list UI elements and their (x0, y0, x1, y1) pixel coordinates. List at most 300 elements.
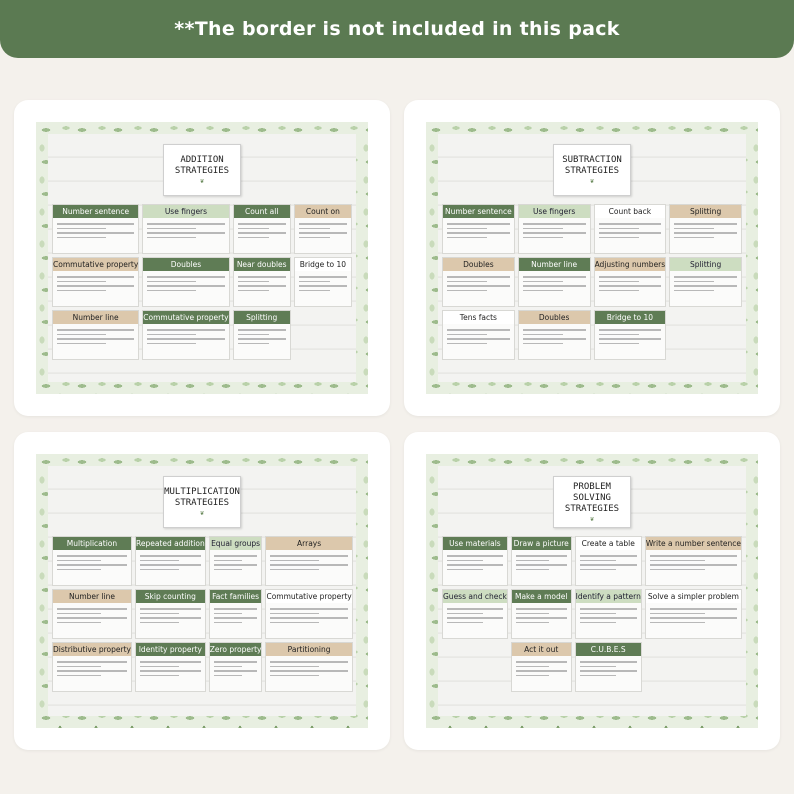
text-line-placeholder (447, 564, 503, 566)
text-line-placeholder (57, 334, 106, 336)
leaf-border (36, 122, 368, 394)
strategy-card-title: Number sentence (53, 205, 138, 218)
strategy-card-body (53, 324, 138, 359)
strategy-card (265, 536, 352, 586)
strategy-card (135, 589, 206, 639)
cards-grid (442, 536, 742, 692)
text-line-placeholder (270, 569, 319, 571)
text-line-placeholder (580, 560, 617, 562)
strategy-card (594, 257, 667, 307)
strategy-card-title: Bridge to 10 (595, 311, 666, 324)
text-line-placeholder (140, 569, 179, 571)
strategy-card-title: Number sentence (444, 207, 512, 216)
text-line-placeholder (140, 622, 179, 624)
text-line-placeholder (238, 343, 269, 345)
strategy-card-title: Use materials (443, 537, 507, 550)
strategy-card-title: Solve a simpler problem (646, 590, 741, 603)
strategy-card-body (136, 603, 205, 638)
text-line-placeholder (516, 666, 549, 668)
strategy-card-body (670, 271, 741, 306)
strategy-card-title: Identity property (136, 643, 205, 656)
text-line-placeholder (147, 338, 224, 340)
text-line-placeholder (674, 237, 714, 239)
text-line-placeholder (447, 569, 483, 571)
text-line-placeholder (599, 285, 662, 287)
text-line-placeholder (57, 666, 101, 668)
strategy-card-body (512, 603, 571, 638)
text-line-placeholder (140, 564, 201, 566)
text-line-placeholder (523, 281, 563, 283)
strategy-card-body (443, 324, 514, 359)
strategy-card (511, 589, 572, 639)
strategy-card (442, 257, 515, 307)
strategy-card-title: Number line (53, 311, 138, 324)
strategy-card (442, 536, 508, 586)
strategy-card (575, 589, 642, 639)
text-line-placeholder (650, 617, 737, 619)
text-line-placeholder (674, 276, 737, 278)
text-line-placeholder (57, 622, 101, 624)
text-line-placeholder (238, 334, 269, 336)
title-line-1: ADDITION (180, 155, 224, 165)
strategy-card (575, 536, 642, 586)
text-line-placeholder (447, 232, 510, 234)
leaf-icon: ❦ (589, 514, 595, 523)
title-line-2: STRATEGIES (564, 166, 620, 176)
text-line-placeholder (214, 670, 258, 672)
strategy-card-body (210, 550, 262, 585)
strategy-card (669, 257, 742, 307)
strategy-card-title: Tens facts (443, 311, 514, 324)
strategy-card-body (53, 603, 131, 638)
text-line-placeholder (650, 613, 705, 615)
text-line-placeholder (580, 569, 617, 571)
text-line-placeholder (57, 617, 127, 619)
text-line-placeholder (674, 228, 714, 230)
strategy-card-body (295, 218, 351, 253)
text-line-placeholder (516, 569, 549, 571)
text-line-placeholder (447, 613, 483, 615)
text-line-placeholder (523, 334, 563, 336)
strategy-card (135, 536, 206, 586)
text-line-placeholder (140, 617, 201, 619)
strategy-card (669, 204, 742, 254)
strategy-card (209, 589, 263, 639)
text-line-placeholder (57, 338, 134, 340)
strategy-card-title: Commutative property (143, 313, 229, 322)
text-line-placeholder (57, 329, 134, 331)
strategy-card-body (443, 603, 507, 638)
text-line-placeholder (299, 232, 347, 234)
text-line-placeholder (447, 276, 510, 278)
strategy-card-body (234, 324, 290, 359)
title-card (163, 144, 241, 196)
text-line-placeholder (238, 290, 269, 292)
text-line-placeholder (447, 608, 503, 610)
strategy-card (518, 310, 591, 360)
text-line-placeholder (580, 675, 617, 677)
text-line-placeholder (270, 608, 347, 610)
text-line-placeholder (214, 564, 258, 566)
strategy-card (645, 536, 742, 586)
text-line-placeholder (599, 281, 639, 283)
text-line-placeholder (299, 276, 347, 278)
strategy-card (52, 257, 139, 307)
strategy-card-title: Use fingers (519, 205, 590, 218)
text-line-placeholder (57, 670, 127, 672)
text-line-placeholder (650, 560, 705, 562)
text-line-placeholder (447, 560, 483, 562)
strategy-card-body (519, 218, 590, 253)
text-line-placeholder (140, 555, 201, 557)
text-line-placeholder (650, 555, 737, 557)
title-card (553, 476, 631, 528)
text-line-placeholder (599, 329, 662, 331)
text-line-placeholder (214, 661, 258, 663)
strategy-card-title: Commutative property (266, 592, 352, 601)
text-line-placeholder (650, 622, 705, 624)
text-line-placeholder (599, 290, 639, 292)
text-line-placeholder (674, 232, 737, 234)
text-line-placeholder (516, 555, 567, 557)
text-line-placeholder (140, 675, 179, 677)
text-line-placeholder (650, 564, 737, 566)
strategy-card-body (136, 656, 205, 691)
text-line-placeholder (270, 666, 319, 668)
text-line-placeholder (147, 232, 224, 234)
strategy-card (209, 642, 263, 692)
strategy-card-body (266, 603, 351, 638)
strategy-card-body (595, 324, 666, 359)
text-line-placeholder (147, 290, 196, 292)
strategy-card (52, 204, 139, 254)
strategy-card-title: Count all (234, 205, 290, 218)
strategy-card-title: Partitioning (266, 643, 351, 656)
strategy-card-title: Splitting (670, 258, 741, 271)
strategy-card-body (234, 271, 290, 306)
text-line-placeholder (57, 661, 127, 663)
text-line-placeholder (447, 237, 487, 239)
text-line-placeholder (516, 564, 567, 566)
text-line-placeholder (238, 223, 286, 225)
text-line-placeholder (270, 622, 319, 624)
text-line-placeholder (516, 617, 567, 619)
text-line-placeholder (57, 560, 101, 562)
strategy-card-body (234, 218, 290, 253)
strategy-card-title: Zero property (209, 645, 262, 654)
leaf-border (36, 454, 368, 728)
text-line-placeholder (147, 276, 224, 278)
strategy-card (52, 536, 132, 586)
strategy-card-title: Create a table (576, 537, 641, 550)
text-line-placeholder (270, 564, 347, 566)
multiplication-panel (14, 432, 390, 750)
leaf-border (426, 122, 758, 394)
text-line-placeholder (599, 334, 639, 336)
wood-background (438, 134, 746, 382)
text-line-placeholder (599, 237, 639, 239)
text-line-placeholder (270, 613, 319, 615)
text-line-placeholder (516, 608, 567, 610)
text-line-placeholder (599, 223, 662, 225)
strategy-card (511, 536, 572, 586)
text-line-placeholder (599, 276, 662, 278)
text-line-placeholder (214, 617, 258, 619)
text-line-placeholder (57, 613, 101, 615)
text-line-placeholder (57, 232, 134, 234)
strategy-card-title: Adjusting numbers (594, 260, 666, 269)
leaf-icon: ❦ (589, 177, 595, 185)
strategy-card-body (53, 656, 131, 691)
text-line-placeholder (57, 675, 101, 677)
strategy-card (233, 204, 291, 254)
strategy-card-title: Use fingers (143, 205, 228, 218)
text-line-placeholder (516, 613, 549, 615)
strategy-card-title: Arrays (266, 537, 351, 550)
strategy-card-body (646, 603, 741, 638)
strategy-card-body (595, 218, 666, 253)
text-line-placeholder (599, 228, 639, 230)
strategy-card (594, 310, 667, 360)
strategy-card (511, 642, 572, 692)
strategy-card-body (512, 656, 571, 691)
text-line-placeholder (580, 608, 637, 610)
text-line-placeholder (140, 661, 201, 663)
strategy-card-body (143, 324, 228, 359)
text-line-placeholder (299, 285, 347, 287)
text-line-placeholder (214, 608, 258, 610)
strategy-card (265, 642, 352, 692)
strategy-card-body (266, 656, 351, 691)
title-line-1: PROBLEM SOLVING (573, 481, 611, 503)
text-line-placeholder (447, 343, 487, 345)
text-line-placeholder (147, 237, 196, 239)
text-line-placeholder (580, 613, 617, 615)
strategy-card-title: Doubles (519, 311, 590, 324)
text-line-placeholder (57, 290, 106, 292)
text-line-placeholder (599, 343, 639, 345)
text-line-placeholder (214, 675, 243, 677)
text-line-placeholder (299, 237, 330, 239)
text-line-placeholder (57, 343, 106, 345)
text-line-placeholder (523, 276, 586, 278)
text-line-placeholder (238, 232, 286, 234)
text-line-placeholder (270, 670, 347, 672)
text-line-placeholder (447, 622, 483, 624)
text-line-placeholder (214, 613, 243, 615)
leaf-border (426, 454, 758, 728)
text-line-placeholder (147, 329, 224, 331)
text-line-placeholder (299, 281, 330, 283)
strategy-card-title: Repeated addition (135, 539, 205, 548)
problem-solving-panel (404, 432, 780, 750)
strategy-card (265, 589, 352, 639)
text-line-placeholder (214, 555, 258, 557)
text-line-placeholder (57, 285, 134, 287)
text-line-placeholder (270, 617, 347, 619)
text-line-placeholder (299, 228, 330, 230)
text-line-placeholder (523, 290, 563, 292)
text-line-placeholder (447, 329, 510, 331)
text-line-placeholder (523, 232, 586, 234)
cards-grid (52, 536, 352, 692)
strategy-card-body (576, 656, 641, 691)
text-line-placeholder (447, 555, 503, 557)
text-line-placeholder (523, 338, 586, 340)
strategy-card-body (646, 550, 741, 585)
text-line-placeholder (57, 608, 127, 610)
strategy-card-title: Distributive property (53, 645, 131, 654)
strategy-card-title: Fact families (210, 590, 262, 603)
strategy-card-body (576, 603, 641, 638)
text-line-placeholder (447, 223, 510, 225)
text-line-placeholder (674, 223, 737, 225)
strategy-card-title: Doubles (443, 258, 514, 271)
banner-text: **The border is not included in this pack (174, 18, 620, 40)
subtraction-panel (404, 100, 780, 416)
text-line-placeholder (57, 555, 127, 557)
text-line-placeholder (650, 569, 705, 571)
text-line-placeholder (57, 223, 134, 225)
strategy-card-title: Splitting (234, 311, 290, 324)
strategy-card-body (53, 271, 138, 306)
text-line-placeholder (516, 670, 567, 672)
title-line-2: STRATEGIES (174, 166, 230, 176)
text-line-placeholder (523, 228, 563, 230)
title-line-2: STRATEGIES (174, 498, 230, 508)
text-line-placeholder (599, 338, 662, 340)
text-line-placeholder (523, 223, 586, 225)
text-line-placeholder (674, 285, 737, 287)
text-line-placeholder (270, 555, 347, 557)
text-line-placeholder (238, 237, 269, 239)
text-line-placeholder (147, 285, 224, 287)
text-line-placeholder (447, 285, 510, 287)
strategy-card-title: Draw a picture (513, 539, 569, 548)
text-line-placeholder (238, 338, 286, 340)
title-card (163, 476, 241, 528)
text-line-placeholder (147, 343, 196, 345)
text-line-placeholder (580, 617, 637, 619)
text-line-placeholder (599, 232, 662, 234)
text-line-placeholder (299, 290, 330, 292)
strategy-card-title: Bridge to 10 (295, 258, 351, 271)
cards-grid (442, 204, 742, 360)
text-line-placeholder (270, 661, 347, 663)
text-line-placeholder (516, 560, 549, 562)
cards-grid (52, 204, 352, 360)
strategy-card-title: Commutative property (53, 260, 139, 269)
strategy-card-body (53, 550, 131, 585)
leaf-icon: ❦ (199, 177, 205, 185)
strategy-card (645, 589, 742, 639)
text-line-placeholder (57, 569, 101, 571)
strategy-card (594, 204, 667, 254)
wood-background (48, 134, 356, 382)
text-line-placeholder (447, 228, 487, 230)
text-line-placeholder (238, 276, 286, 278)
text-line-placeholder (523, 285, 586, 287)
text-line-placeholder (516, 675, 549, 677)
text-line-placeholder (140, 560, 179, 562)
text-line-placeholder (523, 237, 563, 239)
text-line-placeholder (238, 228, 269, 230)
text-line-placeholder (270, 560, 319, 562)
strategy-card (294, 204, 352, 254)
text-line-placeholder (238, 329, 286, 331)
strategy-card-body (143, 271, 228, 306)
text-line-placeholder (674, 290, 714, 292)
strategy-card-body (595, 271, 666, 306)
strategy-card-title: Guess and check (443, 592, 507, 601)
strategy-card (442, 310, 515, 360)
strategy-card-title: Count on (295, 205, 351, 218)
strategy-card-title: Doubles (143, 258, 228, 271)
text-line-placeholder (516, 661, 567, 663)
text-line-placeholder (299, 223, 347, 225)
text-line-placeholder (447, 334, 487, 336)
text-line-placeholder (580, 564, 637, 566)
text-line-placeholder (57, 228, 106, 230)
strategy-card-body (512, 550, 571, 585)
strategy-card-body (295, 271, 351, 306)
text-line-placeholder (516, 622, 549, 624)
strategy-card-title: C.U.B.E.S (576, 643, 641, 656)
text-line-placeholder (447, 617, 503, 619)
text-line-placeholder (580, 555, 637, 557)
text-line-placeholder (580, 670, 637, 672)
strategy-card-body (443, 271, 514, 306)
text-line-placeholder (147, 223, 224, 225)
strategy-card-body (576, 550, 641, 585)
strategy-card-title: Near doubles (234, 258, 290, 271)
text-line-placeholder (57, 281, 106, 283)
strategy-card (518, 257, 591, 307)
text-line-placeholder (140, 670, 201, 672)
text-line-placeholder (447, 338, 510, 340)
strategy-card-title: Write a number sentence (645, 539, 741, 548)
title-card (553, 144, 631, 196)
text-line-placeholder (238, 281, 269, 283)
strategy-card (294, 257, 352, 307)
text-line-placeholder (523, 329, 586, 331)
banner (0, 0, 794, 58)
strategy-card (442, 204, 515, 254)
strategy-card (209, 536, 263, 586)
text-line-placeholder (214, 622, 243, 624)
text-line-placeholder (147, 334, 196, 336)
strategy-card (233, 257, 291, 307)
text-line-placeholder (214, 569, 243, 571)
strategy-card-title: Splitting (670, 205, 741, 218)
title-line-1: MULTIPLICATION (164, 487, 240, 497)
text-line-placeholder (238, 285, 286, 287)
wood-background (48, 466, 356, 716)
strategy-card-body (210, 603, 262, 638)
strategy-card (142, 204, 229, 254)
strategy-card-title: Count back (595, 205, 666, 218)
strategy-card-body (443, 550, 507, 585)
strategy-card (142, 310, 229, 360)
strategy-card-body (143, 218, 228, 253)
text-line-placeholder (580, 666, 617, 668)
text-line-placeholder (57, 237, 106, 239)
strategy-card (52, 589, 132, 639)
strategy-card-title: Identify a pattern (575, 592, 641, 601)
strategy-card-body (266, 550, 351, 585)
text-line-placeholder (270, 675, 319, 677)
text-line-placeholder (57, 276, 134, 278)
